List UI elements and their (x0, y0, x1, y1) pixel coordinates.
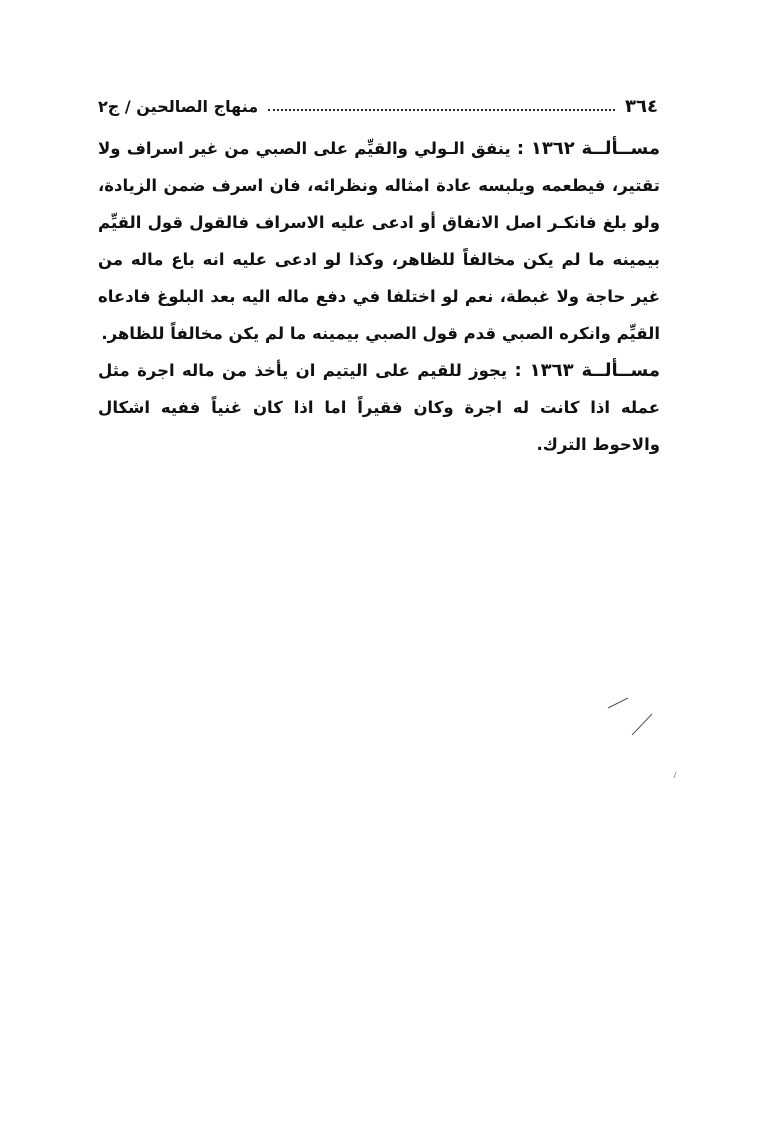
leader-dots (268, 109, 615, 111)
issue-paragraph-1362 (98, 130, 660, 352)
body-text (98, 130, 660, 463)
page-number: ٣٦٤ (625, 95, 658, 117)
scan-marks (600, 690, 680, 790)
issue-text: يجوز للقيم على اليتيم ان يأخذ من ماله اجرة مثل عمله اذا كانت له اجرة وكان فقيراً اما اذا كان غنياً ففيه اشكال والاحوط الترك. (98, 361, 660, 454)
running-title: منهاج الصالحين / ج٢ (98, 96, 259, 116)
page-header (98, 93, 658, 119)
issue-text: ينفق الـولي والقيِّم على الصبي من غير اسراف ولا تقتير، فيطعمه ويلبسه عادة امثاله ونظرائه، فان اسرف ضمن الزيادة، ولو بلغ فانكـر اصل الانفاق أو ادعى عليه الاسراف فالقول قول القيِّم بيمينه ما لم يكن مخالفاً للظاهر، وكذا لو ادعى عليه انه باع ماله من غير حاجة ولا غبطة، نعم لو اختلفا في دفع ماله اليه بعد البلوغ فادعاه القيِّم وانكره الصبي قدم قول الصبي بيمينه ما لم يكن مخالفاً للظاهر. (98, 139, 660, 343)
issue-paragraph-1363 (98, 352, 660, 463)
issue-label: مســألــة ١٣٦٢ : (516, 138, 661, 159)
issue-label: مســألــة ١٣٦٣ : (514, 360, 660, 381)
